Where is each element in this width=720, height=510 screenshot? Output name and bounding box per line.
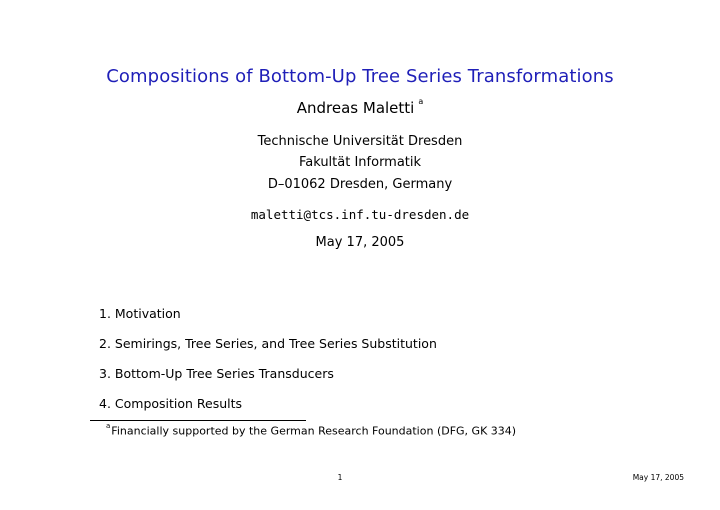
outline-item: 2. Semirings, Tree Series, and Tree Series Substitution <box>99 336 437 351</box>
affiliation-faculty: Fakultät Informatik <box>298 155 422 170</box>
slide-title: Compositions of Bottom-Up Tree Series Transformations <box>106 66 614 87</box>
outline-item: 3. Bottom-Up Tree Series Transducers <box>99 366 334 381</box>
outline-item: 1. Motivation <box>99 306 181 321</box>
author-name: Andreas Maletti <box>296 99 415 117</box>
page-number: 1 <box>337 473 343 482</box>
funding-footnote <box>106 424 516 438</box>
footnote-text: Financially supported by the German Research Foundation (DFG, GK 334) <box>111 424 517 438</box>
footer-date: May 17, 2005 <box>632 473 684 482</box>
footnote-rule <box>90 420 306 421</box>
affiliation-university: Technische Universität Dresden <box>257 134 463 149</box>
author-footnote-mark: a <box>418 97 424 106</box>
author-email: maletti@tcs.inf.tu-dresden.de <box>250 207 470 222</box>
presentation-date: May 17, 2005 <box>315 235 405 250</box>
author-line <box>0 99 720 117</box>
footnote-mark: a <box>106 422 111 430</box>
affiliation-address: D–01062 Dresden, Germany <box>267 177 453 192</box>
outline-item: 4. Composition Results <box>99 396 243 411</box>
